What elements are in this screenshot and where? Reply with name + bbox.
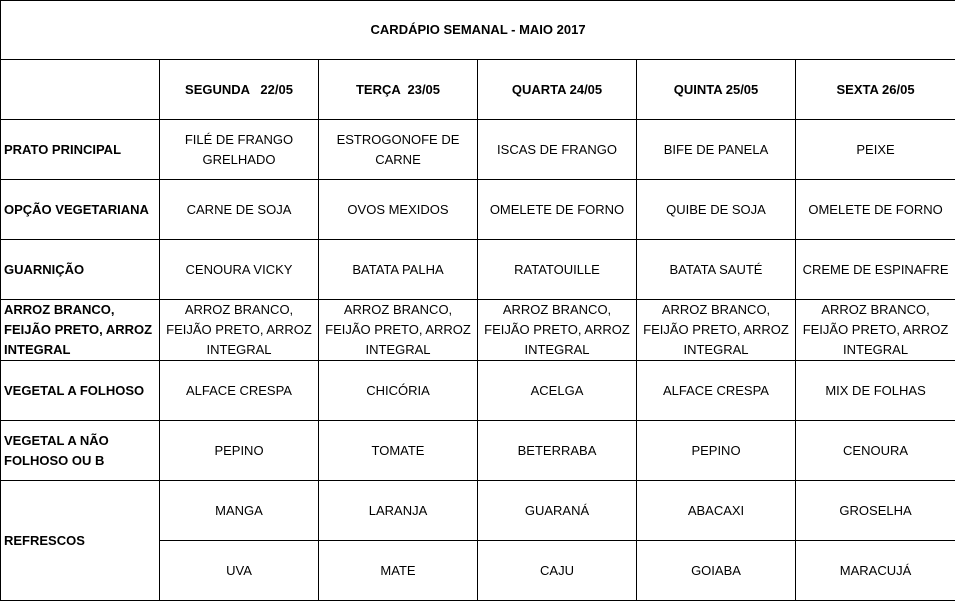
menu-cell: ARROZ BRANCO, FEIJÃO PRETO, ARROZ INTEGRAL: [796, 300, 955, 361]
day-header-monday: [160, 60, 319, 120]
menu-cell: GUARANÁ: [478, 481, 637, 541]
menu-cell: ABACAXI: [637, 481, 796, 541]
day-header-friday: [796, 60, 955, 120]
row-opcao-vegetariana: [1, 180, 955, 240]
menu-cell: CAJU: [478, 541, 637, 601]
row-label: GUARNIÇÃO: [1, 240, 160, 300]
row-label-refrescos: REFRESCOS: [1, 481, 160, 601]
menu-cell: ARROZ BRANCO, FEIJÃO PRETO, ARROZ INTEGRAL: [319, 300, 478, 361]
menu-cell: ESTROGONOFE DE CARNE: [319, 120, 478, 180]
menu-cell: ARROZ BRANCO, FEIJÃO PRETO, ARROZ INTEGRAL: [478, 300, 637, 361]
menu-cell: GROSELHA: [796, 481, 955, 541]
menu-cell: PEIXE: [796, 120, 955, 180]
menu-cell: RATATOUILLE: [478, 240, 637, 300]
menu-cell: OMELETE DE FORNO: [478, 180, 637, 240]
menu-cell: BETERRABA: [478, 421, 637, 481]
menu-cell: ALFACE CRESPA: [160, 361, 319, 421]
menu-cell: OMELETE DE FORNO: [796, 180, 955, 240]
menu-cell: ACELGA: [478, 361, 637, 421]
day-header-tuesday: [319, 60, 478, 120]
row-label: OPÇÃO VEGETARIANA: [1, 180, 160, 240]
row-prato-principal: [1, 120, 955, 180]
row-label: PRATO PRINCIPAL: [1, 120, 160, 180]
day-header-thursday: [637, 60, 796, 120]
row-label: VEGETAL A FOLHOSO: [1, 361, 160, 421]
menu-cell: CHICÓRIA: [319, 361, 478, 421]
menu-cell: MANGA: [160, 481, 319, 541]
menu-cell: LARANJA: [319, 481, 478, 541]
menu-cell: CENOURA VICKY: [160, 240, 319, 300]
day-label: QUARTA 24/05: [511, 81, 603, 97]
header-corner-cell: [1, 60, 160, 120]
row-arroz-feijao: [1, 300, 955, 361]
menu-cell: CARNE DE SOJA: [160, 180, 319, 240]
day-label: SEXTA 26/05: [836, 81, 915, 97]
menu-cell: OVOS MEXIDOS: [319, 180, 478, 240]
day-label: QUINTA 25/05: [673, 81, 759, 97]
menu-cell: CREME DE ESPINAFRE: [796, 240, 955, 300]
row-vegetal-nao-folhoso: [1, 421, 955, 481]
menu-cell: QUIBE DE SOJA: [637, 180, 796, 240]
menu-cell: CENOURA: [796, 421, 955, 481]
menu-cell: BATATA SAUTÉ: [637, 240, 796, 300]
menu-cell: BATATA PALHA: [319, 240, 478, 300]
menu-cell: UVA: [160, 541, 319, 601]
menu-cell: TOMATE: [319, 421, 478, 481]
menu-title: CARDÁPIO SEMANAL - MAIO 2017: [1, 1, 955, 60]
day-label: TERÇA 23/05: [355, 81, 441, 97]
menu-cell: ARROZ BRANCO, FEIJÃO PRETO, ARROZ INTEGRAL: [160, 300, 319, 361]
menu-cell: ARROZ BRANCO, FEIJÃO PRETO, ARROZ INTEGRAL: [637, 300, 796, 361]
header-row: [1, 60, 955, 120]
row-guarnicao: [1, 240, 955, 300]
menu-cell: MARACUJÁ: [796, 541, 955, 601]
menu-cell: BIFE DE PANELA: [637, 120, 796, 180]
row-label: VEGETAL A NÃO FOLHOSO OU B: [1, 421, 160, 481]
title-row: [1, 1, 955, 60]
menu-cell: MATE: [319, 541, 478, 601]
menu-cell: MIX DE FOLHAS: [796, 361, 955, 421]
menu-cell: GOIABA: [637, 541, 796, 601]
row-vegetal-folhoso: [1, 361, 955, 421]
menu-cell: ALFACE CRESPA: [637, 361, 796, 421]
day-header-wednesday: [478, 60, 637, 120]
menu-cell: ISCAS DE FRANGO: [478, 120, 637, 180]
menu-cell: FILÉ DE FRANGO GRELHADO: [160, 120, 319, 180]
row-refrescos-1: [1, 481, 955, 541]
row-label: ARROZ BRANCO, FEIJÃO PRETO, ARROZ INTEGRAL: [1, 300, 160, 361]
menu-cell: PEPINO: [160, 421, 319, 481]
menu-cell: PEPINO: [637, 421, 796, 481]
day-label: SEGUNDA 22/05: [185, 81, 293, 97]
